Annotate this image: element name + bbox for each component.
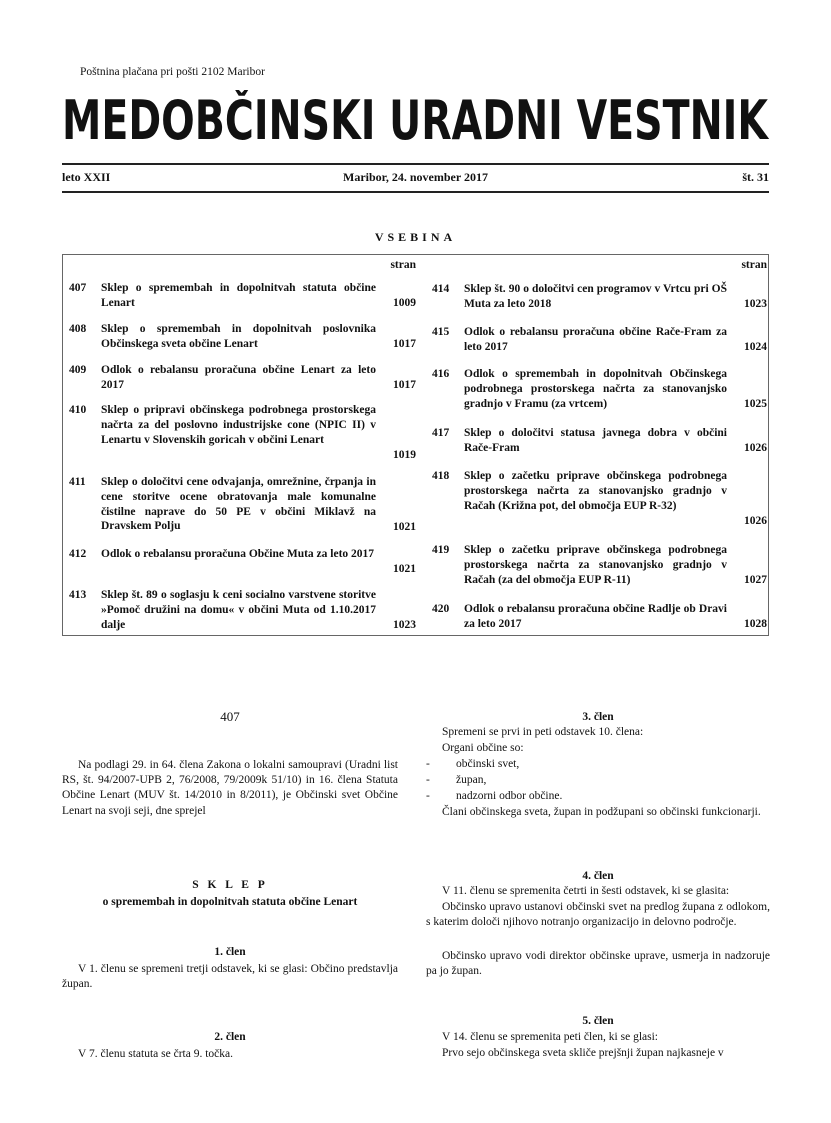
toc-entry[interactable] — [63, 475, 418, 535]
act-title: S K L E P — [192, 879, 268, 891]
toc-entry-page: 1026 — [744, 515, 767, 528]
list-item-text: nadzorni odbor občine. — [456, 790, 563, 802]
toc-page-label: stran — [390, 259, 416, 271]
toc-entry-page: 1021 — [393, 563, 416, 576]
toc-title: VSEBINA — [374, 230, 457, 244]
toc-entry-title: Sklep št. 89 o soglasju k ceni socialno varstvene storitve »Pomoč družini na domu« v občini Muta od 1.10.2017 dalje — [101, 589, 376, 631]
toc-entry-page: 1017 — [393, 379, 416, 392]
toc-entry-title: Odlok o rebalansu proračuna občine Rače-Fram za leto 2017 — [464, 326, 727, 353]
toc-entry[interactable] — [63, 322, 418, 352]
toc-entry-number: 408 — [69, 323, 87, 335]
toc-entry-title: Sklep o določitvi cene odvajanja, omrežnine, črpanja in cene storitve ocene obratovanja male komunalne čistilne naprave do 50 PE v občini Miklavž na Dravskem Polju — [101, 476, 376, 533]
toc-entry-page: 1023 — [744, 298, 767, 311]
list-item: - nadzorni odbor občine. — [426, 789, 770, 804]
toc-entry-number: 420 — [432, 603, 450, 615]
header-rule-top — [62, 163, 769, 165]
toc-entry[interactable] — [426, 426, 769, 456]
article-text: V 11. členu se spremenita četrti in šesti odstavek, ki se glasita: — [442, 885, 730, 897]
toc-entry-page: 1021 — [393, 521, 416, 534]
toc-entry-number: 413 — [69, 589, 87, 601]
postage-note: Poštnina plačana pri pošti 2102 Maribor — [80, 66, 265, 78]
toc-entry[interactable] — [426, 602, 769, 632]
document-number: 407 — [220, 709, 240, 724]
toc-entry-title: Sklep št. 90 o določitvi cen programov v Vrtcu pri OŠ Muta za leto 2018 — [464, 283, 727, 310]
toc-entry-title: Sklep o spremembah in dopolnitvah statuta občine Lenart — [101, 282, 376, 309]
list-item: - občinski svet, — [426, 757, 770, 772]
list-item: - župan, — [426, 773, 770, 788]
toc-entry[interactable] — [63, 403, 418, 463]
toc-entry-title: Sklep o začetku priprave občinskega podrobnega prostorskega načrta za stanovanjsko gradnjo v Račah (za del območja EUP R-11) — [464, 544, 727, 586]
issue-number: št. 31 — [742, 170, 769, 184]
article-text: Organi občine so: — [442, 742, 524, 754]
article-text: V 7. členu statuta se črta 9. točka. — [78, 1048, 233, 1060]
toc-entry-number: 416 — [432, 368, 450, 380]
toc-entry-page: 1025 — [744, 398, 767, 411]
toc-entry-number: 411 — [69, 476, 86, 488]
act-subtitle: o spremembah in dopolnitvah statuta občine Lenart — [102, 896, 358, 908]
article-heading: 4. člen — [582, 870, 614, 882]
article-text: Občinsko upravo ustanovi občinski svet na predlog župana z odlokom, s katerim določi njihovo notranjo organizacijo in delovno področje. — [426, 901, 770, 929]
article-heading: 5. člen — [582, 1015, 614, 1027]
toc-entry-page: 1026 — [744, 442, 767, 455]
toc-entry-number: 417 — [432, 427, 450, 439]
toc-entry-number: 409 — [69, 364, 87, 376]
toc-entry-number: 414 — [432, 283, 450, 295]
toc-entry[interactable] — [426, 543, 769, 588]
article-heading: 1. člen — [214, 946, 246, 958]
toc-column-right — [426, 255, 769, 635]
article-text: Prvo sejo občinskega sveta skliče prejšnji župan najkasneje v — [442, 1047, 724, 1059]
toc-entry[interactable] — [426, 367, 769, 412]
toc-entry[interactable] — [426, 469, 769, 529]
article-text: V 14. členu se spremenita peti člen, ki se glasi: — [442, 1031, 658, 1043]
toc-entry-title: Odlok o spremembah in dopolnitvah Občinskega podrobnega prostorskega načrta za stanovanjsko gradnjo v Framu (za vrtcem) — [464, 368, 727, 410]
table-of-contents — [62, 254, 769, 636]
masthead-title — [62, 90, 772, 146]
toc-entry-title: Odlok o rebalansu proračuna občine Lenart za leto 2017 — [101, 364, 376, 391]
toc-entry-page: 1027 — [744, 574, 767, 587]
issue-place-date: Maribor, 24. november 2017 — [343, 170, 488, 184]
toc-entry-number: 410 — [69, 404, 87, 416]
toc-entry-number: 412 — [69, 548, 87, 560]
article-text: Člani občinskega sveta, župan in podžupani so občinski funkcionarji. — [442, 806, 761, 818]
toc-entry-title: Sklep o pripravi občinskega podrobnega prostorskega načrta za del poslovno industrijske cone (NPIC II) v Lenartu v Slovenskih goricah v občini Lenart — [101, 404, 376, 446]
issue-year: leto XXII — [62, 170, 111, 184]
toc-entry-page: 1009 — [393, 297, 416, 310]
toc-entry-title: Sklep o spremembah in dopolnitvah poslovnika Občinskega sveta občine Lenart — [101, 323, 376, 350]
toc-page-label: stran — [741, 259, 767, 271]
article-heading: 3. člen — [582, 711, 614, 723]
toc-entry-number: 418 — [432, 470, 450, 482]
list-item-text: župan, — [456, 774, 487, 786]
article-text: Občinsko upravo vodi direktor občinske uprave, usmerja in nadzoruje pa jo župan. — [426, 950, 770, 978]
toc-entry-title: Sklep o določitvi statusa javnega dobra v občini Rače-Fram — [464, 427, 727, 454]
toc-entry[interactable] — [426, 325, 769, 355]
toc-entry-number: 407 — [69, 282, 87, 294]
toc-entry[interactable] — [63, 547, 418, 577]
toc-entry[interactable] — [63, 363, 418, 393]
toc-entry-number: 415 — [432, 326, 450, 338]
toc-entry-page: 1028 — [744, 618, 767, 631]
svg-text:MEDOBČINSKI URADNI VESTNIK: MEDOBČINSKI URADNI VESTNIK — [62, 90, 770, 146]
toc-entry-title: Sklep o začetku priprave občinskega podrobnega prostorskega načrta za stanovanjsko gradnjo v Račah (Križna pot, del območja EUP R-32) — [464, 470, 727, 512]
toc-entry-number: 419 — [432, 544, 450, 556]
article-text: V 1. členu se spremeni tretji odstavek, ki se glasi: Občino predstavlja župan. — [62, 963, 398, 991]
header-rule-bottom — [62, 191, 769, 193]
toc-entry-title: Odlok o rebalansu proračuna Občine Muta za leto 2017 — [101, 548, 375, 560]
list-item-text: občinski svet, — [456, 758, 520, 770]
toc-entry[interactable] — [63, 281, 418, 311]
toc-entry-page: 1019 — [393, 449, 416, 462]
toc-entry-page: 1023 — [393, 619, 416, 632]
preamble-paragraph: Na podlagi 29. in 64. člena Zakona o lokalni samoupravi (Uradni list RS, št. 94/2007-UPB 2, 76/2008, 79/2009k 51/10) in 16. člena Statuta Občine Lenart (MUV št. 14/2010 in 8/2011), je Občinski svet Občine Lenart na svoji seji, dne sprejel — [62, 759, 398, 817]
toc-column-left — [63, 255, 418, 635]
article-text: Spremeni se prvi in peti odstavek 10. člena: — [442, 726, 644, 738]
toc-entry[interactable] — [63, 588, 418, 633]
toc-entry[interactable] — [426, 282, 769, 312]
toc-entry-page: 1017 — [393, 338, 416, 351]
toc-entry-page: 1024 — [744, 341, 767, 354]
article-heading: 2. člen — [214, 1031, 246, 1043]
toc-entry-title: Odlok o rebalansu proračuna občine Radlje ob Dravi za leto 2017 — [464, 603, 727, 630]
